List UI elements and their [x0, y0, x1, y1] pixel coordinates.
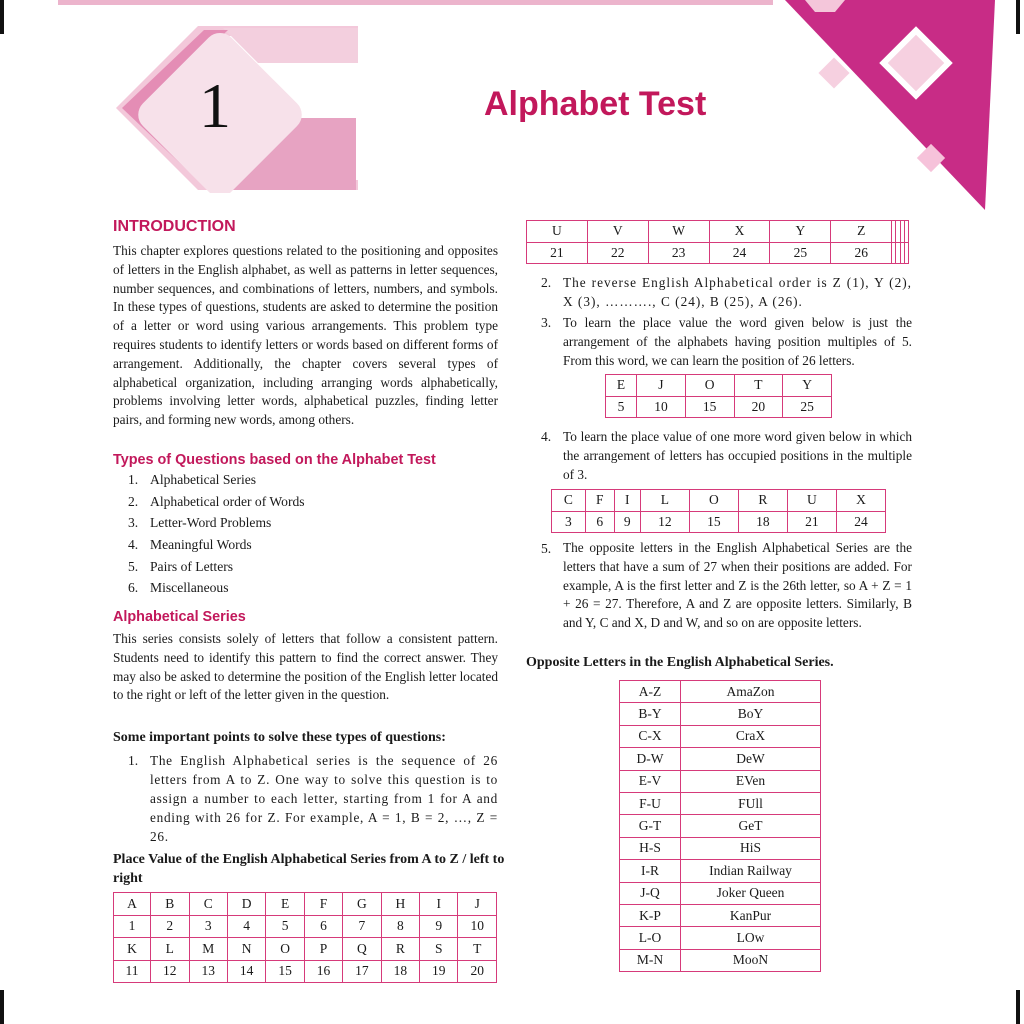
table-cell: 22 [587, 242, 648, 264]
table-cell: S [420, 938, 458, 961]
table-cell: DeW [681, 748, 821, 770]
table-cell: E [606, 375, 637, 397]
table-cell [904, 221, 908, 243]
table-row [620, 837, 821, 859]
table-cell: Indian Railway [681, 860, 821, 882]
table-row [606, 375, 832, 397]
table-cell: D [227, 893, 265, 916]
table-cell: LOw [681, 927, 821, 949]
table-cell: I [614, 490, 640, 512]
table-cell: BoY [681, 703, 821, 725]
table-cell: EVen [681, 770, 821, 792]
top-pink-rule [58, 0, 773, 5]
table-cell: C [189, 893, 227, 916]
table-cell: 11 [114, 960, 151, 983]
table-cell: AmaZon [681, 681, 821, 703]
table-cell: J [637, 375, 686, 397]
table-row [114, 960, 497, 983]
table-cell: M [189, 938, 227, 961]
table-row [620, 860, 821, 882]
table-cell: 14 [227, 960, 265, 983]
point-text: The reverse English Alphabetical order is Z (1), Y (2), X (3), ………., C (24), B (25), A (26). [563, 275, 912, 309]
table-cell: F [304, 893, 342, 916]
table-cell: C [552, 490, 586, 512]
table-cell: 9 [420, 915, 458, 938]
crop-mark [0, 990, 4, 1024]
table-cell: X [709, 221, 770, 243]
table-cell: A-Z [620, 681, 681, 703]
table-row [620, 725, 821, 747]
table-cell: 26 [831, 242, 892, 264]
table-cell: 17 [343, 960, 381, 983]
point-number: 2. [541, 275, 552, 290]
table-cell: 6 [304, 915, 342, 938]
table-row [620, 748, 821, 770]
table-cell: I-R [620, 860, 681, 882]
table-cell: V [587, 221, 648, 243]
list-item: 6. Miscellaneous [128, 580, 229, 596]
table-cell: C-X [620, 725, 681, 747]
list-item: 2. Alphabetical order of Words [128, 493, 305, 509]
table-row [620, 949, 821, 971]
table-cell: 24 [709, 242, 770, 264]
table-cell: B [151, 893, 189, 916]
table-cell: 9 [614, 511, 640, 533]
table-row [620, 770, 821, 792]
table-cell: 15 [266, 960, 304, 983]
table-cell: 21 [787, 511, 836, 533]
series-heading: Alphabetical Series [113, 609, 246, 625]
table-cell: F [585, 490, 614, 512]
table-cell: E-V [620, 770, 681, 792]
table-row [620, 904, 821, 926]
table-cell: 21 [527, 242, 588, 264]
point-number: 4. [541, 429, 552, 444]
table-cell: 20 [734, 396, 783, 418]
point-5 [541, 539, 912, 633]
table-cell: B-Y [620, 703, 681, 725]
intro-heading: INTRODUCTION [113, 218, 236, 235]
table-row [552, 511, 886, 533]
table-cell: HiS [681, 837, 821, 859]
point-2 [541, 273, 912, 311]
table-cell: L [640, 490, 689, 512]
table-cell: Joker Queen [681, 882, 821, 904]
point-text: The English Alphabetical series is the sequence of 26 letters from A to Z. One way to solve this question is to assign a number to each letter, starting from 1 for A and ending with 26 for Z. For example, A = 1, B = 2, …, Z = 26. [150, 753, 498, 844]
table-cell: 25 [783, 396, 832, 418]
crop-mark [1016, 0, 1020, 34]
table-cell: FUll [681, 792, 821, 814]
table-cell: 7 [343, 915, 381, 938]
table-cell: L [151, 938, 189, 961]
table-cell: H-S [620, 837, 681, 859]
table-caption: Place Value of the English Alphabetical Series from A to Z / left to right [113, 852, 505, 886]
table-cell: 3 [189, 915, 227, 938]
list-item: 5. Pairs of Letters [128, 558, 234, 574]
table-cell: O [689, 490, 738, 512]
table-cell: Y [770, 221, 831, 243]
table-cell: 13 [189, 960, 227, 983]
table-cell: 3 [552, 511, 586, 533]
table-cell: X [836, 490, 885, 512]
table-cell: 15 [685, 396, 734, 418]
table-cell: E [266, 893, 304, 916]
table-cell: 12 [151, 960, 189, 983]
table-row [620, 927, 821, 949]
point-text: The opposite letters in the English Alphabetical Series are the letters that have a sum of 27 when their positions are added. For example, A is the first letter and Z is the 26th letter, so A + Z = 1 + 26 = 27. Therefore, A and Z are opposite letters. Similarly, B and Y, C and X, D and W, and so on are opposite letters. [563, 540, 912, 631]
point-text: To learn the place value of one more word given below in which the arrangement of letters has occupied positions in the multiple of 3. [563, 429, 912, 482]
point-1 [128, 751, 498, 846]
table-cell: R [738, 490, 787, 512]
table-cell: 5 [266, 915, 304, 938]
table-cell: U [527, 221, 588, 243]
table-cell: 2 [151, 915, 189, 938]
table-cell: 4 [227, 915, 265, 938]
table-row [620, 681, 821, 703]
point-text: To learn the place value the word given below is just the arrangement of the alphabets having position multiples of 5. From this word, we can learn the position of 26 letters. [563, 315, 912, 368]
point-number: 1. [128, 753, 139, 768]
table-cell: G [343, 893, 381, 916]
table-cell: M-N [620, 949, 681, 971]
table-cell: 24 [836, 511, 885, 533]
point-3 [541, 313, 912, 370]
table-cell: G-T [620, 815, 681, 837]
table-cell: P [304, 938, 342, 961]
corner-decoration [775, 0, 1015, 215]
table-cell: O [266, 938, 304, 961]
list-item: 4. Meaningful Words [128, 537, 252, 553]
table-cell: K-P [620, 904, 681, 926]
table-row [527, 242, 909, 264]
types-heading: Types of Questions based on the Alphabet Test [113, 452, 436, 468]
table-cell: 20 [458, 960, 497, 983]
table-cell: 12 [640, 511, 689, 533]
table-row [552, 490, 886, 512]
table-cell: 5 [606, 396, 637, 418]
table-cell: K [114, 938, 151, 961]
table-cell: 1 [114, 915, 151, 938]
crop-mark [1016, 990, 1020, 1024]
table-cell: A [114, 893, 151, 916]
table-cell: 23 [648, 242, 709, 264]
table-cell: W [648, 221, 709, 243]
table-cell: 6 [585, 511, 614, 533]
table-cell: MooN [681, 949, 821, 971]
point-4 [541, 427, 912, 484]
table-cell: 25 [770, 242, 831, 264]
table-cell: Q [343, 938, 381, 961]
table-row [606, 396, 832, 418]
ejoty-table [605, 374, 832, 418]
table-cell: J [458, 893, 497, 916]
table-cell: 18 [738, 511, 787, 533]
table-cell: 18 [381, 960, 419, 983]
table-cell: CraX [681, 725, 821, 747]
table-cell: 10 [637, 396, 686, 418]
table-cell: 19 [420, 960, 458, 983]
table-row [114, 893, 497, 916]
opposite-caption: Opposite Letters in the English Alphabetical Series. [526, 655, 834, 670]
table-cell: N [227, 938, 265, 961]
table-cell: 8 [381, 915, 419, 938]
table-row [620, 792, 821, 814]
table-cell: T [458, 938, 497, 961]
table-row [527, 221, 909, 243]
chapter-title: Alphabet Test [484, 85, 707, 123]
table-row [114, 915, 497, 938]
table-row [620, 815, 821, 837]
point-number: 3. [541, 315, 552, 330]
table-cell: 16 [304, 960, 342, 983]
table-cell: L-O [620, 927, 681, 949]
table-cell: H [381, 893, 419, 916]
alphabet-table-a-t [113, 892, 497, 983]
list-item: 3. Letter-Word Problems [128, 515, 272, 531]
table-cell: F-U [620, 792, 681, 814]
table-row [620, 882, 821, 904]
chapter-number: 1 [199, 70, 231, 141]
table-cell: 15 [689, 511, 738, 533]
table-cell: 10 [458, 915, 497, 938]
intro-paragraph: This chapter explores questions related to the positioning and opposites of letters in the English alphabet, as well as patterns in letter sequences, number sequences, and combinations of letters, numbers, and symbols. In these types of questions, students are asked to determine the position of a letter or word using various arrangements. This problem type requires students to identify letters or words based on different forms of arrangement. Additionally, the chapter covers several types of alphabetical organization, including arranging words alphabetically, problems involving letter words, alphabetical puzzles, finding letter pairs, and forming new words, among others. [113, 243, 498, 428]
types-list [128, 472, 488, 602]
table-cell: J-Q [620, 882, 681, 904]
series-paragraph: This series consists solely of letters that follow a consistent pattern. Students need to identify this pattern to find the correct answer. They may also be asked to determine the position of the English letter located to the right or left of the letter given in the question. [113, 631, 498, 703]
opposite-letters-table [619, 680, 821, 972]
table-cell: R [381, 938, 419, 961]
alphabet-table-u-z [526, 220, 909, 264]
table-cell: O [685, 375, 734, 397]
table-cell [904, 242, 908, 264]
table-cell: KanPur [681, 904, 821, 926]
table-cell: U [787, 490, 836, 512]
points-heading: Some important points to solve these types of questions: [113, 730, 446, 745]
table-cell: Z [831, 221, 892, 243]
table-cell: I [420, 893, 458, 916]
table-row [620, 703, 821, 725]
table-cell: Y [783, 375, 832, 397]
table-cell: T [734, 375, 783, 397]
list-item: 1. Alphabetical Series [128, 472, 257, 487]
table-cell: GeT [681, 815, 821, 837]
cfilorux-table [551, 489, 886, 533]
table-cell: D-W [620, 748, 681, 770]
point-number: 5. [541, 541, 552, 556]
crop-mark [0, 0, 4, 34]
table-row [114, 938, 497, 961]
